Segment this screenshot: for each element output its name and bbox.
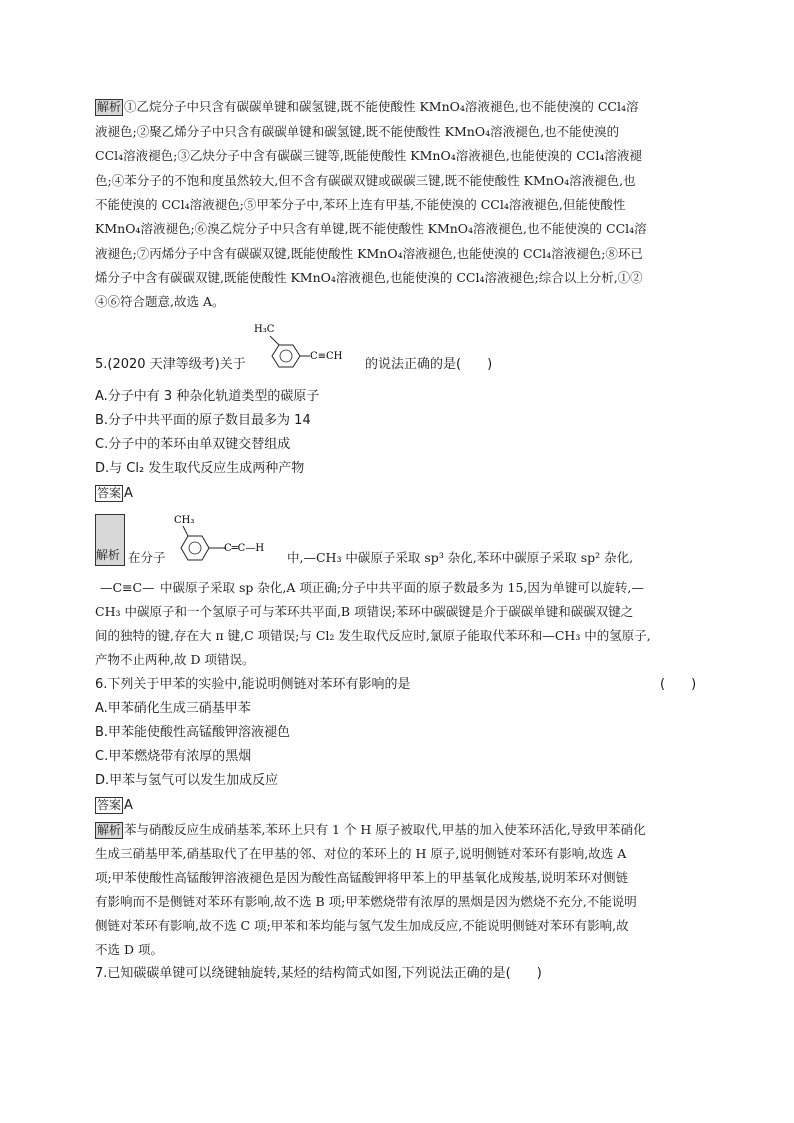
q5-stem-pre: 5.(2020 天津等级考)关于	[95, 357, 246, 372]
q4-analysis-line-8: 烯分子中含有碳碳双键,既能使酸性 KMnO₄溶液褪色,也能使溴的 CCl₄溶液褪色;综合以上分析,①②	[95, 270, 643, 285]
analysis-tag: 解析	[97, 100, 122, 114]
q5-option-b: B.分子中共平面的原子数目最多为 14	[95, 413, 311, 428]
q6-answer	[95, 797, 133, 814]
q6-analysis-line-4: 有影响而不是侧链对苯环有影响,故不选 B 项;甲苯燃烧带有浓厚的黑烟是因为燃烧不充分,不能说明	[95, 894, 637, 909]
q4-analysis-line-2: 液褪色;②聚乙烯分子中只含有碳碳单键和碳氢键,既不能使酸性 KMnO₄溶液褪色,也不能使溴的	[95, 124, 620, 139]
q5-analysis-line-1: 中碳原子采取 sp 杂化,A 项正确;分子中共平面的原子数最多为 15,因为单键可以旋转,—	[160, 580, 644, 595]
q5-analysis-molecule	[168, 510, 286, 566]
q5-analysis-mid: 中,—CH₃ 中碳原子采取 sp³ 杂化,苯环中碳原子采取 sp² 杂化,	[287, 550, 634, 565]
q6-paren: ( )	[660, 677, 697, 692]
q4-analysis-line-5: 不能使溴的 CCl₄溶液褪色;⑤甲苯分子中,苯环上连有甲基,不能使溴的 CCl₄溶液褪色,但能使酸性	[95, 197, 626, 212]
q5-option-c: C.分子中的苯环由单双键交替组成	[95, 437, 291, 452]
answer-tag: 答案	[97, 798, 122, 812]
q5-analysis-pre: 在分子	[128, 550, 166, 565]
q5-option-d: D.与 Cl₂ 发生取代反应生成两种产物	[95, 461, 305, 476]
q5-analysis-line-2: CH₃ 中碳原子和一个氢原子可与苯环共平面,B 项错误;苯环中碳碳键是介于碳碳单键和碳碳双键之	[95, 604, 634, 619]
q5-mol2-methyl: CH₃	[174, 515, 195, 526]
q5-mol-alkyne: C≡CH	[310, 351, 343, 362]
q6-option-c: C.甲苯燃烧带有浓厚的黑烟	[95, 749, 252, 764]
alkyne-group: —C≡C—	[100, 580, 155, 595]
q7-stem: 7.已知碳碳单键可以绕键轴旋转,某烃的结构简式如图,下列说法正确的是( )	[95, 966, 542, 981]
analysis-tag: 解析	[97, 823, 122, 837]
q6-analysis-line-3: 项;甲苯使酸性高锰酸钾溶液褪色是因为酸性高锰酸钾将甲苯上的甲基氧化成羧基,说明苯环对侧链	[95, 870, 629, 885]
q5-answer-value: A	[124, 486, 133, 501]
q6-option-a: A.甲苯硝化生成三硝基甲苯	[95, 701, 251, 716]
q5-stem-post: 的说法正确的是( )	[365, 357, 493, 372]
q6-analysis-line-5: 侧链对苯环有影响,故不选 C 项;甲苯和苯均能与氢气发生加成反应,不能说明侧链对苯环有影响,故	[95, 918, 629, 933]
q6-answer-value: A	[124, 798, 133, 813]
q6-analysis-line-6: 不选 D 项。	[95, 942, 163, 957]
q6-analysis-line-1: 解析 苯与硝酸反应生成硝基苯,苯环上只有 1 个 H 原子被取代,甲基的加入使苯环活化,导致甲苯硝化	[97, 822, 646, 837]
q4-analysis-line-6: KMnO₄溶液褪色;⑥溴乙烷分子中只含有单键,既不能使酸性 KMnO₄溶液褪色,也不能使溴的 CCl₄溶	[95, 221, 647, 236]
q5-analysis-tag: 解析	[95, 514, 125, 566]
q6-stem: 6.下列关于甲苯的实验中,能说明侧链对苯环有影响的是	[95, 677, 411, 692]
q5-mol2-tail: C═C—H	[224, 543, 265, 554]
q4-analysis-line-7: 液褪色;⑦丙烯分子中含有碳碳双键,既能使酸性 KMnO₄溶液褪色,也能使溴的 CCl₄溶液褪色;⑧环已	[95, 246, 643, 261]
q5-molecule-diagram	[248, 320, 363, 375]
q5-analysis-line-4: 产物不止两种,故 D 项错误。	[95, 652, 255, 667]
q5-option-a: A.分子中有 3 种杂化轨道类型的碳原子	[95, 389, 320, 404]
q5-mol-methyl: H₃C	[254, 324, 275, 335]
q6-analysis-line-2: 生成三硝基甲苯,硝基取代了在甲基的邻、对位的苯环上的 H 原子,说明侧链对苯环有影响,故选 A	[95, 846, 627, 861]
q4-analysis-line-1: 解析 ①乙烷分子中只含有碳碳单键和碳氢键,既不能使酸性 KMnO₄溶液褪色,也不能使溴的 CCl₄溶	[97, 99, 639, 114]
q4-analysis-line-3: CCl₄溶液褪色;③乙炔分子中含有碳碳三键等,既能使酸性 KMnO₄溶液褪色,也能使溴的 CCl₄溶液褪	[95, 148, 642, 163]
q6-option-b: B.甲苯能使酸性高锰酸钾溶液褪色	[95, 725, 291, 740]
q4-analysis-line-9: ④⑥符合题意,故选 A。	[95, 294, 225, 309]
q5-analysis-line-3: 间的独特的键,存在大 π 键,C 项错误;与 Cl₂ 发生取代反应时,氯原子能取代苯环和—CH₃ 中的氢原子,	[95, 628, 651, 643]
q5-answer	[95, 485, 133, 502]
q6-option-d: D.甲苯与氢气可以发生加成反应	[95, 773, 279, 788]
q4-analysis-line-4: 色;④苯分子的不饱和度虽然较大,但不含有碳碳双键或碳碳三键,既不能使酸性 KMnO₄溶液褪色,也	[95, 173, 636, 188]
answer-tag: 答案	[97, 486, 122, 500]
